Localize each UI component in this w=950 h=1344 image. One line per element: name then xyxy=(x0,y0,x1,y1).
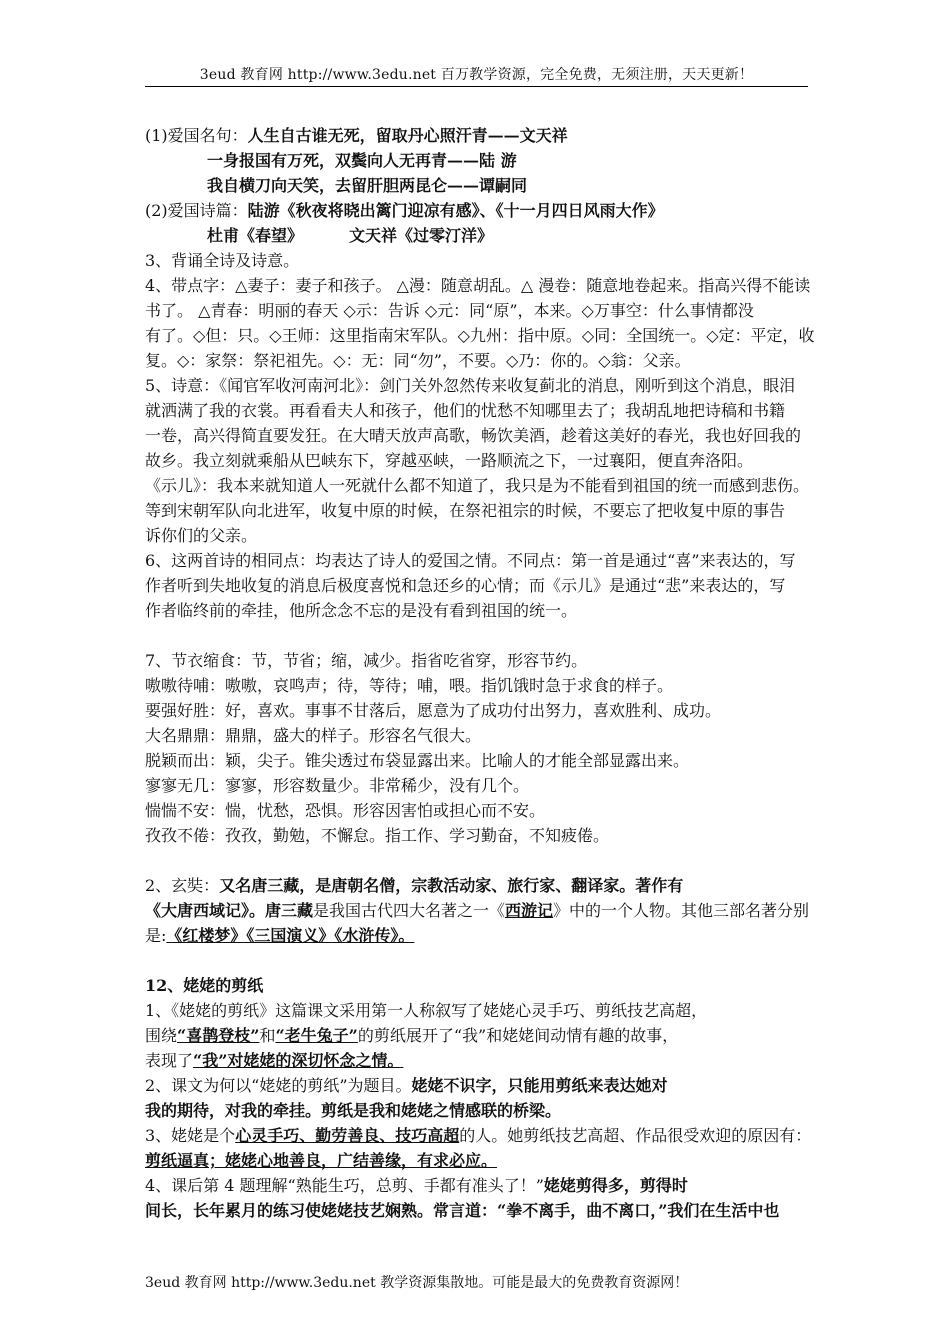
text-line: 2、玄奘：又名唐三藏，是唐朝名僧，宗教活动家、旅行家、翻译家。著作有 xyxy=(145,876,684,895)
text-line: 惴惴不安：惴，忧愁，恐惧。形容因害怕或担心而不安。 xyxy=(145,801,546,820)
page-footer: 3eud 教育网 http://www.3edu.net 教学资源集散地。可能是最大的免费教育资源网！ xyxy=(145,1275,689,1291)
text-line: 《大唐西域记》。唐三藏是我国古代四大名著之一《西游记》中的一个人物。其他三部名著分别 xyxy=(145,901,810,920)
text-line: 书了。 △青春：明丽的春天 ◇示：告诉 ◇元：同“原”，本来。◇万事空：什么事情都没 xyxy=(145,301,754,320)
text-line: 大名鼎鼎：鼎鼎，盛大的样子。形容名气很大。 xyxy=(145,726,482,745)
text-line: 2、课文为何以“姥姥的剪纸”为题目。姥姥不识字，只能用剪纸来表达她对 xyxy=(145,1076,668,1095)
text-line: 1、《姥姥的剪纸》这篇课文采用第一人称叙写了姥姥心灵手巧、剪纸技艺高超， xyxy=(145,1001,708,1020)
page-header: 3eud 教育网 http://www.3edu.net 百万教学资源，完全免费，无须注册，天天更新！ xyxy=(145,66,808,87)
text-line: 一身报国有万死，双鬓向人无再青——陆 游 xyxy=(207,151,517,170)
text-line: 4、课后第 4 题理解“熟能生巧，总剪、手都有准头了！”姥姥剪得多，剪得时 xyxy=(145,1176,688,1195)
document-body xyxy=(145,123,825,1223)
spacer xyxy=(145,623,825,648)
text-line: 诉你们的父亲。 xyxy=(145,526,258,545)
text-line: 是:《红楼梦》《三国演义》《水浒传》。 xyxy=(145,926,415,945)
text-line: 3、姥姥是个心灵手巧、勤劳善良、技巧高超的人。她剪纸技艺高超、作品很受欢迎的原因有： xyxy=(145,1126,812,1145)
text-line: (1)爱国名句：人生自古谁无死，留取丹心照汗青——文天祥 xyxy=(145,126,568,145)
text-line: 间长，长年累月的练习使姥姥技艺娴熟。常言道：“拳不离手，曲不离口，”我们在生活中也 xyxy=(145,1201,780,1220)
text-line: 5、诗意：《闻官军收河南河北》：剑门关外忽然传来收复蓟北的消息，刚听到这个消息，眼泪 xyxy=(145,376,796,395)
text-line: 就洒满了我的衣裳。再看看夫人和孩子，他们的忧愁不知哪里去了；我胡乱地把诗稿和书籍 xyxy=(145,401,786,420)
text-line: 表现了“我”对姥姥的深切怀念之情。 xyxy=(145,1051,404,1070)
text-line: 我自横刀向天笑，去留肝胆两昆仑——谭嗣同 xyxy=(207,176,528,195)
spacer xyxy=(145,848,825,873)
text-line: (2)爱国诗篇：陆游《秋夜将晓出篱门迎凉有感》、《十一月四日风雨大作》 xyxy=(145,201,664,220)
text-line: 我的期待，对我的牵挂。剪纸是我和姥姥之情感联的桥梁。 xyxy=(145,1101,562,1120)
text-line: 《示儿》：我本来就知道人一死就什么都不知道了，我只是为不能看到祖国的统一而感到悲伤。 xyxy=(145,476,810,495)
text-line: 要强好胜：好，喜欢。事事不甘落后，愿意为了成功付出努力，喜欢胜利、成功。 xyxy=(145,701,722,720)
text-line: 故乡。我立刻就乘船从巴峡东下，穿越巫峡，一路顺流之下，一过襄阳，便直奔洛阳。 xyxy=(145,451,754,470)
text-line: 孜孜不倦：孜孜，勤勉，不懈怠。指工作、学习勤奋，不知疲倦。 xyxy=(145,826,610,845)
text-line: 作者听到失地收复的消息后极度喜悦和急还乡的心情；而《示儿》是通过“悲”来表达的，写 xyxy=(145,576,786,595)
text-line: 嗷嗷待哺：嗷嗷，哀鸣声；待，等待；哺，喂。指饥饿时急于求食的样子。 xyxy=(145,676,674,695)
text-line: 围绕“喜鹊登枝”和“老牛兔子”的剪纸展开了“我”和姥姥间动情有趣的故事， xyxy=(145,1026,679,1045)
text-line: 4、带点字：△妻子：妻子和孩子。 △漫：随意胡乱。△ 漫卷：随意地卷起来。指高兴得不能读 xyxy=(145,276,811,295)
text-line: 剪纸逼真；姥姥心地善良，广结善缘，有求必应。 xyxy=(145,1151,498,1170)
text-line: 杜甫《春望》 文天祥《过零汀洋》 xyxy=(207,226,494,245)
spacer xyxy=(145,948,825,973)
text-line: 等到宋朝军队向北进军，收复中原的时候，在祭祀祖宗的时候，不要忘了把收复中原的事告 xyxy=(145,501,786,520)
text-line: 6、这两首诗的相同点：均表达了诗人的爱国之情。不同点：第一首是通过“喜”来表达的，写 xyxy=(145,551,796,570)
text-line: 脱颖而出：颖，尖子。锥尖透过布袋显露出来。比喻人的才能全部显露出来。 xyxy=(145,751,690,770)
section-title: 12、姥姥的剪纸 xyxy=(145,976,264,995)
text-line: 7、节衣缩食：节，节省；缩，减少。指省吃省穿，形容节约。 xyxy=(145,651,588,670)
text-line: 复。◇：家祭：祭祀祖先。◇：无：同“勿”，不要。◇乃：你的。◇翁：父亲。 xyxy=(145,351,691,370)
text-line: 一卷，高兴得简直要发狂。在大晴天放声高歌，畅饮美酒，趁着这美好的春光，我也好回我的 xyxy=(145,426,802,445)
text-line: 3、背诵全诗及诗意。 xyxy=(145,251,300,270)
text-line: 作者临终前的牵挂，他所念念不忘的是没有看到祖国的统一。 xyxy=(145,601,578,620)
text-line: 有了。◇但：只。◇王师：这里指南宋军队。◇九州：指中原。◇同：全国统一。◇定：平定，收 xyxy=(145,326,815,345)
text-line: 寥寥无几：寥寥，形容数量少。非常稀少，没有几个。 xyxy=(145,776,530,795)
